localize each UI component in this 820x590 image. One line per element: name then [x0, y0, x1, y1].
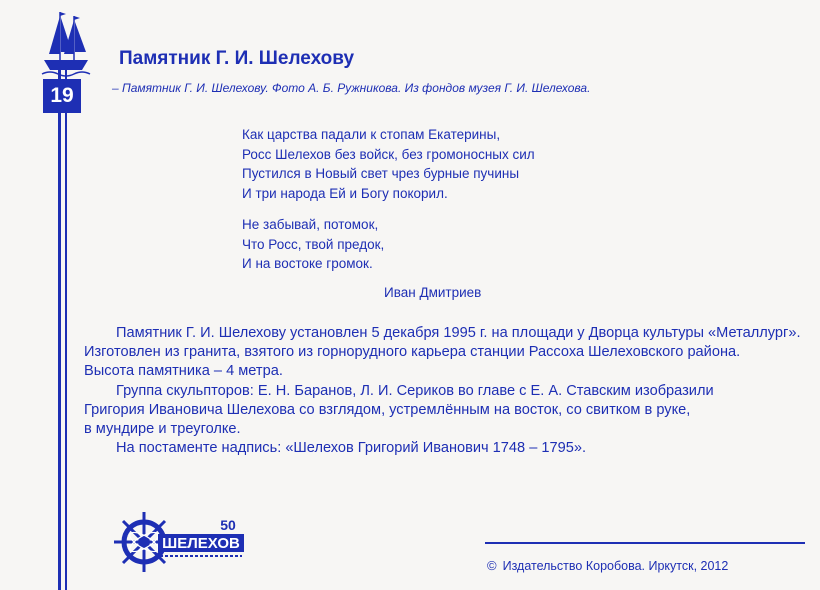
mast-line-left — [58, 70, 61, 590]
poem — [242, 125, 535, 274]
poem-line: Пустился в Новый свет чрез бурные пучины — [242, 166, 520, 181]
poem-line: Росс Шелехов без войск, без громоносных сил — [242, 146, 535, 162]
poem-stanza-1 — [242, 125, 535, 203]
paragraph: Группа скульпторов: Е. Н. Баранов, Л. И. Сериков во главе с Е. А. Ставским изобразили Григория Ивановича Шелехова со взглядом, устремлённым на восток, со свитком в руке, в мундире и треуголке. — [84, 382, 714, 438]
poem-line: И три народа Ей и Богу покорил. — [242, 185, 448, 201]
copyright-icon: © — [487, 558, 497, 573]
sailing-ship-icon — [40, 8, 92, 78]
copyright-text: Издательство Коробова. Иркутск, 2012 — [502, 559, 729, 573]
paragraph: Памятник Г. И. Шелехову установлен 5 декабря 1995 г. на площади у Дворца культуры «Металлург». Изготовлен из гранита, взятого из горнорудного карьера станции Рассоха Шелеховского района. Высота памятника – 4 метра. — [84, 325, 801, 380]
logo-years: 50 — [220, 517, 236, 533]
copyright-line — [487, 558, 728, 573]
photo-caption: – Памятник Г. И. Шелехову. Фото А. Б. Ружникова. Из фондов музея Г. И. Шелехова. — [112, 81, 591, 95]
poem-line: И на востоке громок. — [242, 256, 373, 271]
poem-line: Как царства падали к стопам Екатерины, — [242, 127, 501, 142]
shelekhov-logo — [114, 508, 248, 578]
page-number-badge: 19 — [43, 79, 81, 113]
logo-name: ШЕЛЕХОВ — [162, 535, 240, 552]
page-title: Памятник Г. И. Шелехову — [119, 48, 355, 69]
poem-author: Иван Дмитриев — [384, 285, 482, 300]
footer-divider — [485, 542, 805, 544]
poem-line: Что Росс, твой предок, — [242, 236, 385, 252]
poem-line: Не забывай, потомок, — [242, 217, 379, 232]
mast-line-right — [65, 70, 67, 590]
description-text — [84, 324, 816, 458]
paragraph: На постаменте надпись: «Шелехов Григорий Иванович 1748 – 1795». — [116, 440, 587, 457]
poem-stanza-2 — [242, 215, 535, 274]
